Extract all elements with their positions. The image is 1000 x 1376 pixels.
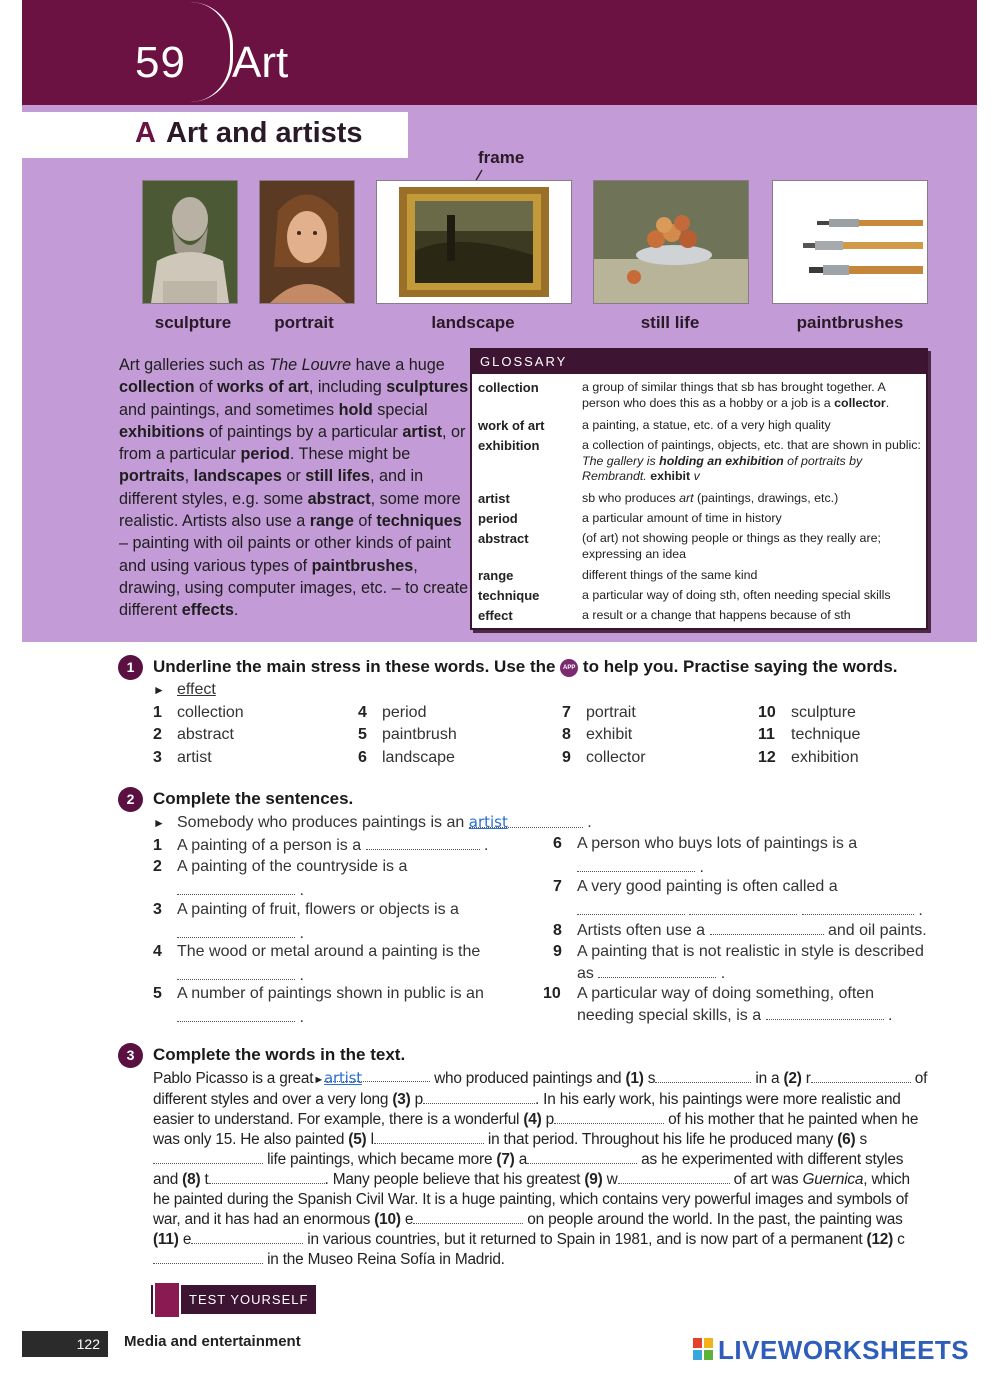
- glossary-term: artist: [478, 491, 510, 506]
- liveworksheets-logo: LIVEWORKSHEETS: [718, 1335, 970, 1365]
- glossary-definition: a group of similar things that sb has brought together. A person who does this as a hobby or a job is a collector.: [582, 380, 890, 410]
- exercise-2-item-blank-line: .: [177, 923, 304, 943]
- exercise-2-item: 7 A very good painting is often called a: [553, 878, 838, 895]
- glossary-term: technique: [478, 588, 540, 603]
- glossary-term: abstract: [478, 531, 529, 546]
- exercise-2-item: 2 A painting of the countryside is a: [153, 858, 408, 875]
- exercise-2-item-blank-line: .: [177, 880, 304, 900]
- frame-label: frame: [478, 148, 525, 167]
- glossary-term: effect: [478, 608, 513, 623]
- still-life-image: [593, 180, 749, 304]
- example-arrow-icon: ►: [313, 1074, 324, 1086]
- glossary-definition: a painting, a statue, etc. of a very high quality: [582, 418, 831, 432]
- answer-blank[interactable]: [554, 1110, 664, 1124]
- exercise-2-item: 8 Artists often use a and oil paints.: [553, 922, 927, 939]
- caption-paintbrushes: paintbrushes: [796, 313, 904, 332]
- glossary-term: work of art: [478, 418, 545, 433]
- section-title-text: Art and artists: [165, 117, 363, 149]
- caption-sculpture: sculpture: [154, 313, 232, 332]
- answer-blank[interactable]: [766, 1005, 884, 1020]
- caption-landscape: landscape: [431, 313, 515, 332]
- exercise-1-word[interactable]: 9 collector: [562, 749, 646, 766]
- exercise-1-word[interactable]: 5 paintbrush: [358, 726, 457, 743]
- exercise-3-badge: 3: [118, 1043, 143, 1068]
- exercise-2-item: 4 The wood or metal around a painting is the: [153, 943, 481, 960]
- exercise-2-badge: 2: [118, 787, 143, 812]
- exercise-1-word[interactable]: 6 landscape: [358, 749, 455, 766]
- exercise-2-item: 1 A painting of a person is a .: [153, 837, 489, 854]
- portrait-painting-photo-icon: [260, 181, 354, 303]
- paintbrushes-photo-icon: [773, 181, 927, 303]
- glossary-term: collection: [478, 380, 539, 395]
- answer-blank[interactable]: [413, 1210, 523, 1224]
- sculpture-image: [142, 180, 238, 304]
- answer-blank[interactable]: [710, 920, 824, 935]
- exercise-2-item-line2: as .: [577, 965, 726, 982]
- example-answer-blank: artist: [469, 813, 583, 828]
- exercise-1-word[interactable]: 7 portrait: [562, 704, 636, 721]
- exercise-2-item: 10 A particular way of doing something, often: [543, 985, 875, 1002]
- exercise-1-word[interactable]: 11 technique: [758, 726, 861, 743]
- glossary-definition: a particular way of doing sth, often needing special skills: [582, 588, 891, 602]
- footer-section-title: Media and entertainment: [124, 1333, 301, 1350]
- glossary-term: range: [478, 568, 514, 583]
- answer-blank[interactable]: [527, 1150, 637, 1164]
- answer-blank[interactable]: [191, 1230, 303, 1244]
- answer-blank[interactable]: [177, 880, 295, 895]
- answer-blank[interactable]: [374, 1130, 484, 1144]
- answer-blank[interactable]: [423, 1090, 535, 1104]
- example-answer-blank: artist: [324, 1068, 430, 1082]
- exercise-2-item-blank-line: .: [177, 965, 304, 985]
- reading-paragraph: Art galleries such as The Louvre have a huge collection of works of art, including sculptures and paintings, and sometimes hold special exhibitions of paintings by a particular artist, or from a particular period. These might be portraits, landscapes or still lifes, and in different styles, e.g. some abstract, some more realistic. Artists also use a range of techniques – painting with oil paints or other kinds of paint and using various types of paintbrushes, drawing, using computer images, etc. – to create different effects.: [119, 356, 469, 620]
- answer-blank[interactable]: [177, 923, 295, 938]
- glossary-term: period: [478, 511, 518, 526]
- answer-blank[interactable]: [209, 1170, 325, 1184]
- exercise-1-heading: Underline the main stress in these words. Use the APP to help you. Practise saying the words.: [153, 657, 898, 676]
- glossary-heading: GLOSSARY: [472, 350, 926, 374]
- answer-blank[interactable]: [177, 965, 295, 980]
- unit-number: 59: [135, 38, 186, 87]
- answer-blank[interactable]: [655, 1069, 751, 1083]
- unit-title: Art: [232, 38, 289, 87]
- answer-blank[interactable]: [177, 1007, 295, 1022]
- still-life-fruit-painting-icon: [594, 181, 748, 303]
- exercise-2-item: 5 A number of paintings shown in public is an: [153, 985, 484, 1002]
- example-arrow-icon: ►: [153, 816, 165, 830]
- app-icon[interactable]: APP: [560, 659, 578, 677]
- answer-blank[interactable]: [598, 963, 716, 978]
- exercise-1-word[interactable]: 3 artist: [153, 749, 212, 766]
- exercise-2-item: 6 A person who buys lots of paintings is a: [553, 835, 858, 852]
- glossary-definition: a result or a change that happens because of sth: [582, 608, 851, 622]
- exercise-2-heading: Complete the sentences.: [153, 789, 354, 808]
- answer-blank[interactable]: [802, 900, 914, 915]
- exercise-2-item-blank-line: .: [577, 900, 923, 920]
- answer-blank[interactable]: [366, 835, 480, 850]
- answer-blank[interactable]: [689, 900, 797, 915]
- liveworksheets-logo-icon: [693, 1338, 713, 1360]
- exercise-2-item-line2: needing special skills, is a .: [577, 1007, 893, 1024]
- glossary-definition: a particular amount of time in history: [582, 511, 782, 525]
- exercise-1-word[interactable]: 10 sculpture: [758, 704, 856, 721]
- framed-landscape-painting-icon: [377, 181, 571, 303]
- glossary-definition: different things of the same kind: [582, 568, 758, 582]
- answer-blank[interactable]: [153, 1150, 263, 1164]
- section-title: [135, 117, 363, 150]
- portrait-image: [259, 180, 355, 304]
- answer-blank[interactable]: [153, 1250, 263, 1264]
- exercise-2-example: ► Somebody who produces paintings is an artist .: [153, 813, 592, 831]
- example-arrow-icon: ►: [153, 683, 165, 697]
- exercise-1-word[interactable]: 2 abstract: [153, 726, 234, 743]
- landscape-image: [376, 180, 572, 304]
- glossary-definition: (of art) not showing people or things as they really are; expressing an idea: [582, 531, 881, 561]
- glossary-term: exhibition: [478, 438, 540, 453]
- caption-still-life: still life: [640, 313, 700, 332]
- test-yourself-button[interactable]: TEST YOURSELF: [151, 1285, 316, 1314]
- exercise-3-text: Pablo Picasso is a great►artist who produced paintings and (1) s in a (2) r of different styles and over a very long (3) p . In his early work, his paintings were more realistic and easier to understand. For example, there is a wonderful (4) p of his mother that he painted when he was only 15. He also painted (5) l in that period. Throughout his life he produced many (6) s life paintings, which became more (7) a as he experimented with different styles and (8) t . Many people believe that his greatest (9) w of art was Guernica, which he painted during the Spanish Civil War. It is a huge painting, which contains very powerful images and symbols of war, and it has had an enormous (10) e on people around the world. In the past, the painting was (11) e in various countries, but it returned to Spain in 1981, and is now part of a permanent (12) c in the Museo Reina Sofía in Madrid.: [153, 1069, 928, 1268]
- answer-blank[interactable]: [577, 857, 695, 872]
- exercise-3-heading: Complete the words in the text.: [153, 1045, 406, 1064]
- glossary-box: [470, 348, 928, 630]
- exercise-1-word[interactable]: 8 exhibit: [562, 726, 633, 743]
- section-letter: A: [135, 117, 156, 149]
- exercise-1-example: ► effect: [153, 681, 216, 698]
- exercise-1-word[interactable]: 4 period: [358, 704, 427, 721]
- exercise-1-word[interactable]: 12 exhibition: [758, 749, 859, 766]
- glossary-definition: a collection of paintings, objects, etc. that are shown in public: The gallery is holding an exhibition of portraits by Rembrandt. exhibit v: [582, 438, 921, 484]
- sculpture-bust-photo-icon: [143, 181, 237, 303]
- answer-blank[interactable]: [811, 1069, 911, 1083]
- paintbrushes-image: [772, 180, 928, 304]
- exercise-1-badge: 1: [118, 655, 143, 680]
- caption-portrait: portrait: [274, 313, 334, 332]
- answer-blank[interactable]: [577, 900, 685, 915]
- glossary-definition: sb who produces art (paintings, drawings, etc.): [582, 491, 839, 505]
- notebook-icon: [153, 1281, 181, 1319]
- page-number: 122: [22, 1331, 108, 1357]
- exercise-2-item: 3 A painting of fruit, flowers or objects is a: [153, 901, 459, 918]
- exercise-2-item-blank-line: .: [577, 857, 704, 877]
- exercise-2-item-blank-line: .: [177, 1007, 304, 1027]
- answer-blank[interactable]: [618, 1170, 730, 1184]
- exercise-2-item: 9 A painting that is not realistic in style is described: [553, 943, 924, 960]
- exercise-1-word[interactable]: 1 collection: [153, 704, 244, 721]
